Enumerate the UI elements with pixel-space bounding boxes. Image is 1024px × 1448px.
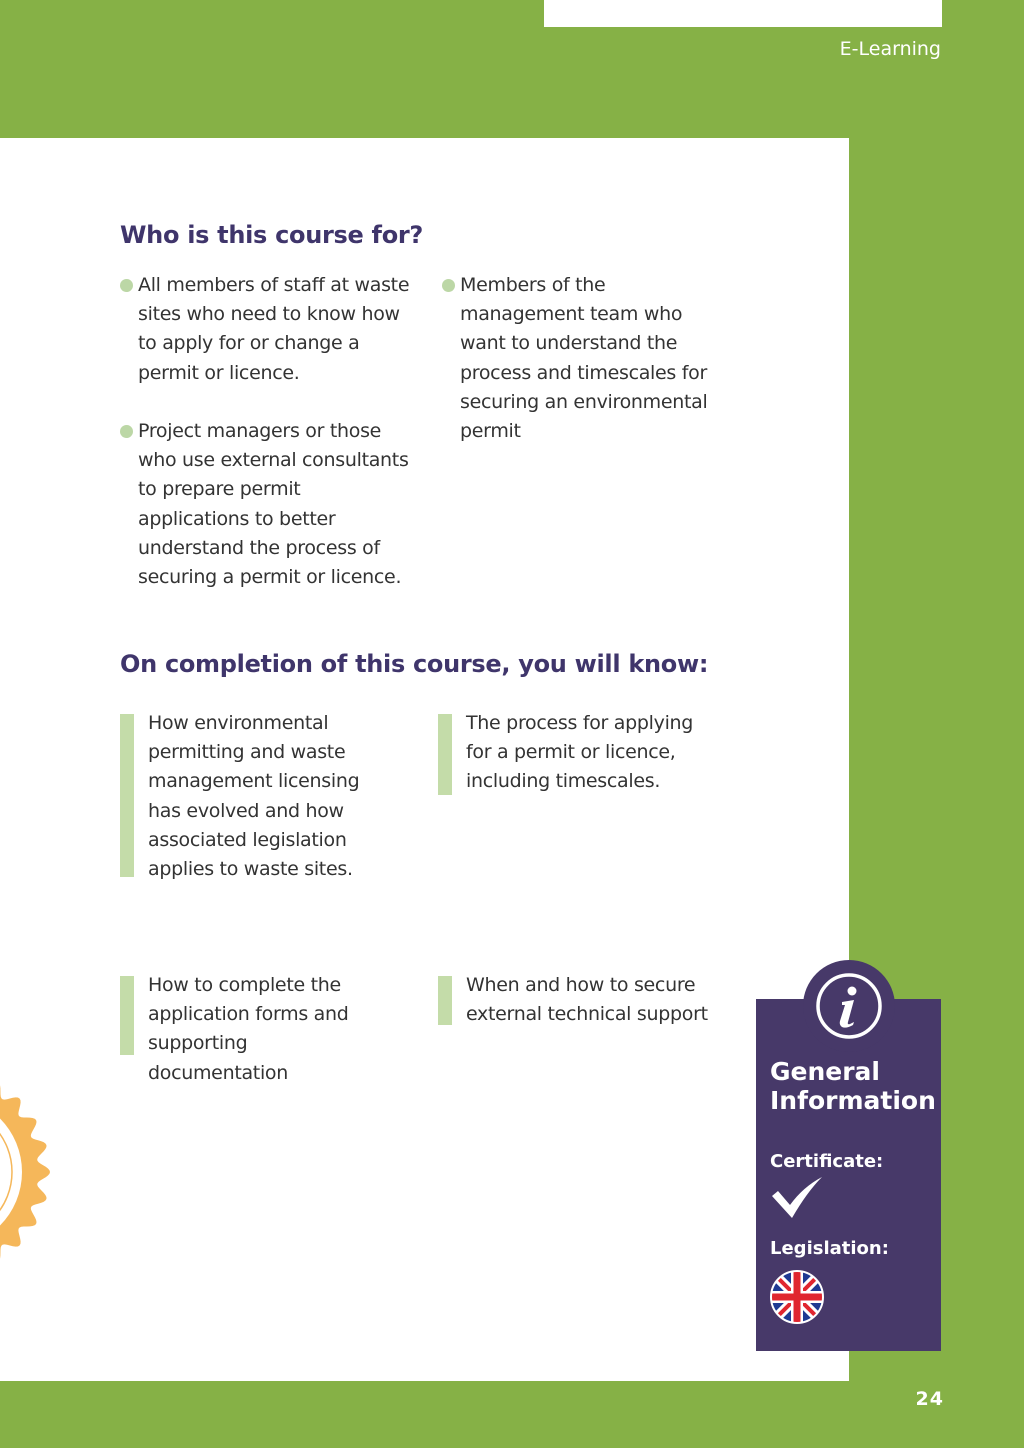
outcome-bar	[438, 714, 452, 795]
general-info-title: General Information	[770, 1057, 936, 1115]
outcomes-heading: On completion of this course, you will know:	[120, 650, 709, 678]
audience-item: Project managers or those who use external consultants to prepare permit applications to better understand the process of securing a permit or licence.	[138, 417, 413, 592]
header-tab	[544, 0, 942, 27]
page-number: 24	[915, 1388, 944, 1410]
outcome-bar	[120, 976, 134, 1055]
outcome-item: How environmental permitting and waste management licensing has evolved and how associated legislation applies to waste sites.	[148, 712, 360, 881]
outcome-item: How to complete the application forms and supporting documentation	[148, 974, 349, 1084]
certificate-label: Certificate:	[770, 1151, 884, 1172]
outcome-bar	[438, 976, 452, 1025]
content-panel	[0, 138, 849, 1381]
check-icon	[770, 1176, 824, 1220]
outcome-bar	[120, 714, 134, 877]
audience-item: All members of staff at waste sites who need to know how to apply for or change a permit or licence.	[138, 271, 413, 388]
outcome-item: When and how to secure external technical support	[466, 974, 708, 1026]
bullet-icon	[120, 425, 133, 438]
outcome-item: The process for applying for a permit or licence, including timescales.	[466, 712, 694, 793]
bullet-icon	[120, 279, 133, 292]
info-icon	[815, 972, 883, 1040]
section-label: E-Learning	[839, 38, 941, 60]
seal-decoration	[0, 1058, 52, 1286]
legislation-label: Legislation:	[770, 1238, 889, 1259]
audience-heading: Who is this course for?	[120, 221, 424, 249]
audience-item: Members of the management team who want to understand the process and timescales for securing an environmental permit	[460, 271, 720, 446]
bullet-icon	[442, 279, 455, 292]
uk-flag-icon	[770, 1270, 824, 1324]
